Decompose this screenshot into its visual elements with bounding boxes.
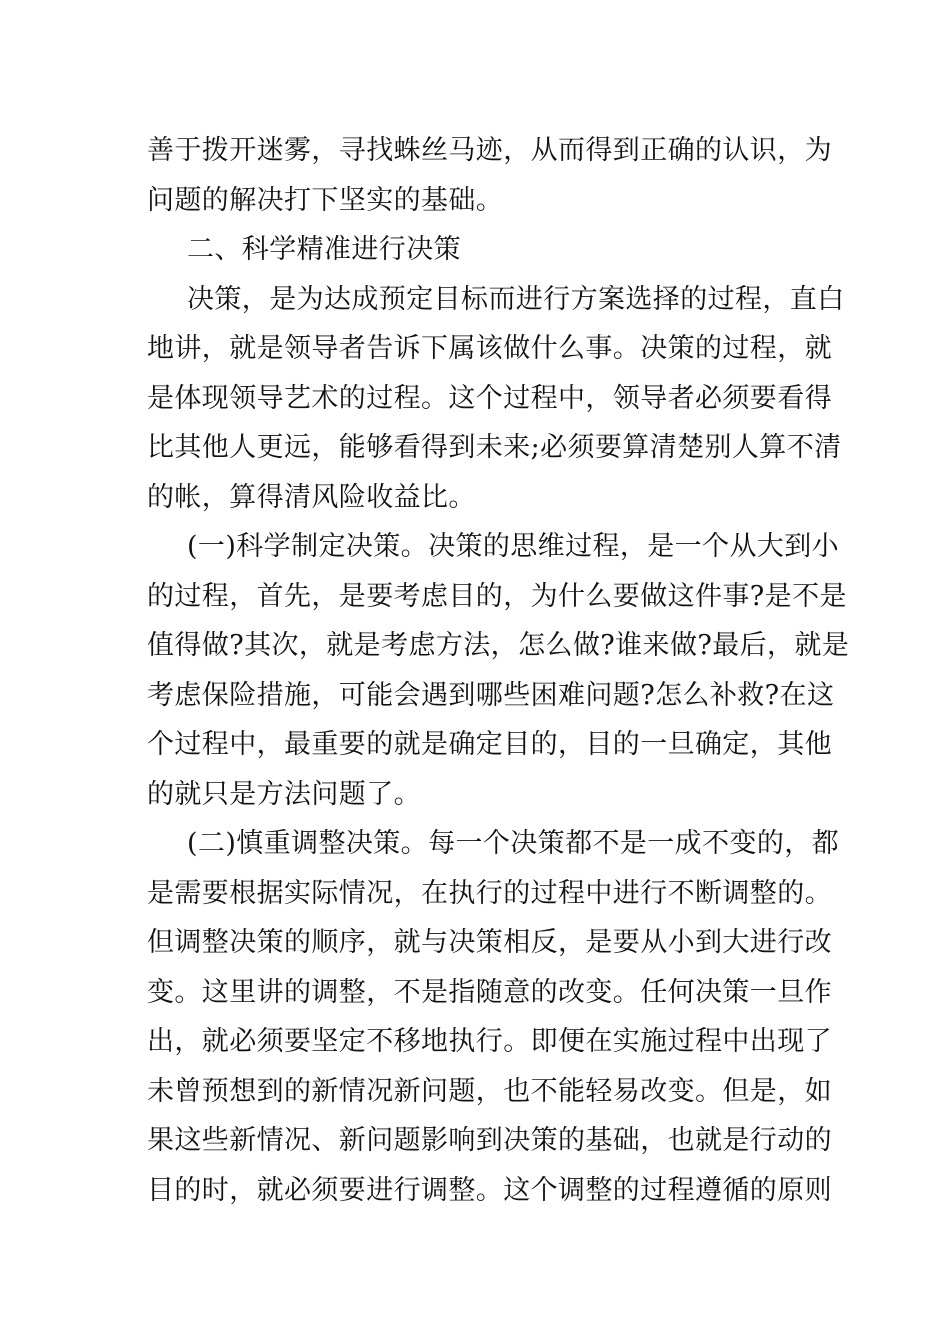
paragraph-4-line-2: 是需要根据实际情况，在执行的过程中进行不断调整的。 <box>147 878 832 909</box>
paragraph-3-line-6: 的就只是方法问题了。 <box>147 779 421 810</box>
paragraph-4-line-6: 未曾预想到的新情况新问题，也不能轻易改变。但是，如 <box>147 1076 832 1107</box>
paragraph-3-line-5: 个过程中，最重要的就是确定目的，目的一旦确定，其他 <box>147 729 832 760</box>
paragraph-4-line-5: 出，就必须要坚定不移地执行。即便在实施过程中出现了 <box>147 1026 832 1057</box>
paragraph-1-line-2: 问题的解决打下坚实的基础。 <box>147 185 504 216</box>
paragraph-3-line-4: 考虑保险措施，可能会遇到哪些困难问题?怎么补救?在这 <box>147 680 835 711</box>
paragraph-2-line-2: 地讲，就是领导者告诉下属该做什么事。决策的过程，就 <box>147 333 832 364</box>
paragraph-2-line-4: 比其他人更远，能够看得到未来;必须要算清楚别人算不清 <box>147 432 842 463</box>
section-heading: 二、科学精准进行决策 <box>187 234 461 265</box>
paragraph-4-line-3: 但调整决策的顺序，就与决策相反，是要从小到大进行改 <box>147 927 832 958</box>
paragraph-4-line-7: 果这些新情况、新问题影响到决策的基础，也就是行动的 <box>147 1125 832 1156</box>
paragraph-3-line-2: 的过程，首先，是要考虑目的，为什么要做这件事?是不是 <box>147 581 847 612</box>
paragraph-4-line-8: 目的时，就必须要进行调整。这个调整的过程遵循的原则 <box>147 1175 832 1206</box>
paragraph-3-line-1: (一)科学制定决策。决策的思维过程，是一个从大到小 <box>187 531 840 562</box>
paragraph-2-line-1: 决策，是为达成预定目标而进行方案选择的过程，直白 <box>187 284 845 315</box>
paragraph-4-line-1: (二)慎重调整决策。每一个决策都不是一成不变的，都 <box>187 828 840 859</box>
paragraph-4-line-4: 变。这里讲的调整，不是指随意的改变。任何决策一旦作 <box>147 977 832 1008</box>
paragraph-2-line-3: 是体现领导艺术的过程。这个过程中，领导者必须要看得 <box>147 383 832 414</box>
paragraph-1-line-1: 善于拨开迷雾，寻找蛛丝马迹，从而得到正确的认识，为 <box>147 135 832 166</box>
paragraph-3-line-3: 值得做?其次，就是考虑方法，怎么做?谁来做?最后，就是 <box>147 630 850 661</box>
paragraph-2-line-5: 的帐，算得清风险收益比。 <box>147 482 476 513</box>
